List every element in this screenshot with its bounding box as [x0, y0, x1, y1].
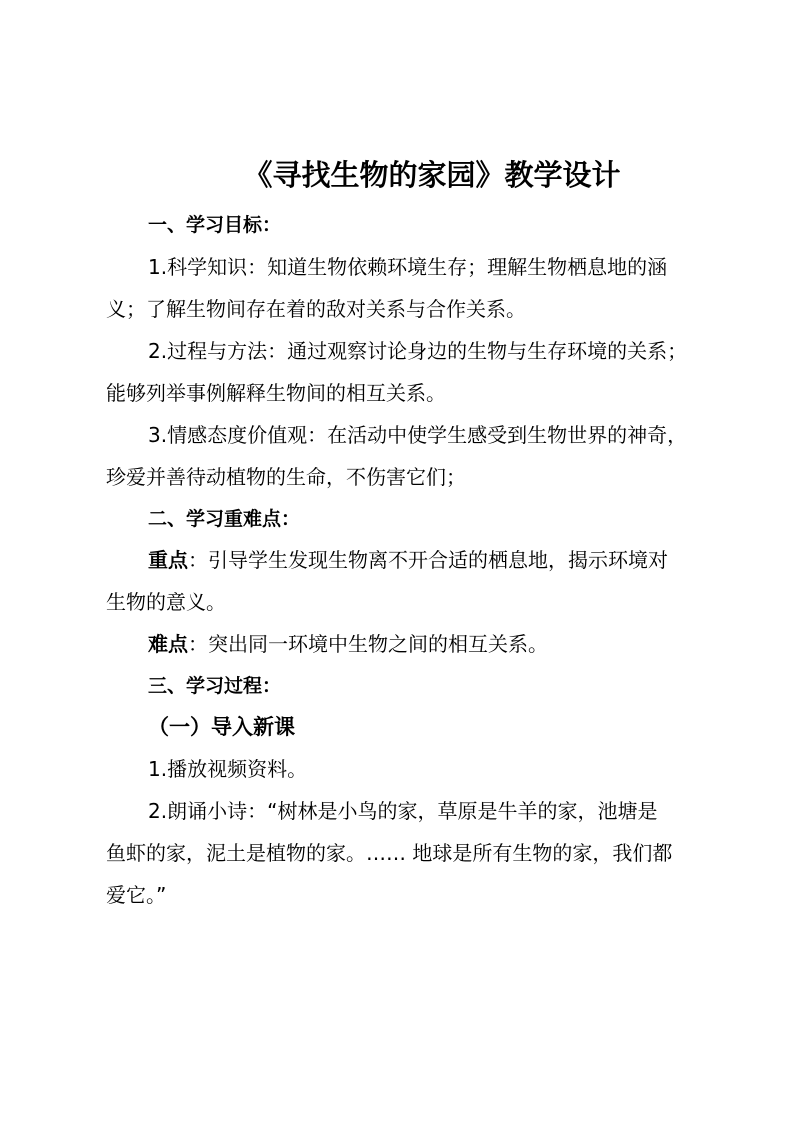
- goal-process-line2: 能够列举事例解释生物间的相互关系。: [106, 381, 446, 405]
- difficulty-label: 难点: [148, 632, 188, 656]
- document-title: 《寻找生物的家园》教学设计: [243, 158, 621, 192]
- key-point-line2: 生物的意义。: [106, 590, 226, 614]
- section-heading-key-points: 二、学习重难点：: [148, 508, 301, 530]
- difficulty-text: ：突出同一环境中生物之间的相互关系。: [188, 632, 548, 656]
- key-point-line1: [148, 543, 668, 577]
- subsection-heading-intro: （一）导入新课: [148, 715, 295, 739]
- goal-emotion-line1: 3.情感态度价值观：在活动中使学生感受到生物世界的神奇，: [148, 423, 688, 447]
- goal-process-line1: 2.过程与方法：通过观察讨论身边的生物与生存环境的关系；: [148, 339, 688, 363]
- step-poem-line3: 爱它。”: [106, 883, 167, 907]
- section-heading-process: 三、学习过程：: [148, 675, 282, 697]
- difficulty-line: [148, 627, 548, 661]
- key-point-text: ：引导学生发现生物离不开合适的栖息地，揭示环境对: [188, 548, 668, 572]
- key-point-label: 重点: [148, 548, 188, 572]
- step-poem-line2: 鱼虾的家，泥土是植物的家。…… 地球是所有生物的家，我们都: [106, 841, 673, 865]
- step-video: 1.播放视频资料。: [148, 757, 308, 781]
- goal-emotion-line2: 珍爱并善待动植物的生命，不伤害它们；: [106, 465, 466, 489]
- goal-knowledge-line1: 1.科学知识：知道生物依赖环境生存；理解生物栖息地的涵: [148, 255, 668, 279]
- goal-knowledge-line2: 义；了解生物间存在着的敌对关系与合作关系。: [106, 297, 526, 321]
- step-poem-line1: 2.朗诵小诗：“树林是小鸟的家，草原是牛羊的家，池塘是: [148, 799, 658, 823]
- section-heading-goals: 一、学习目标：: [148, 214, 282, 236]
